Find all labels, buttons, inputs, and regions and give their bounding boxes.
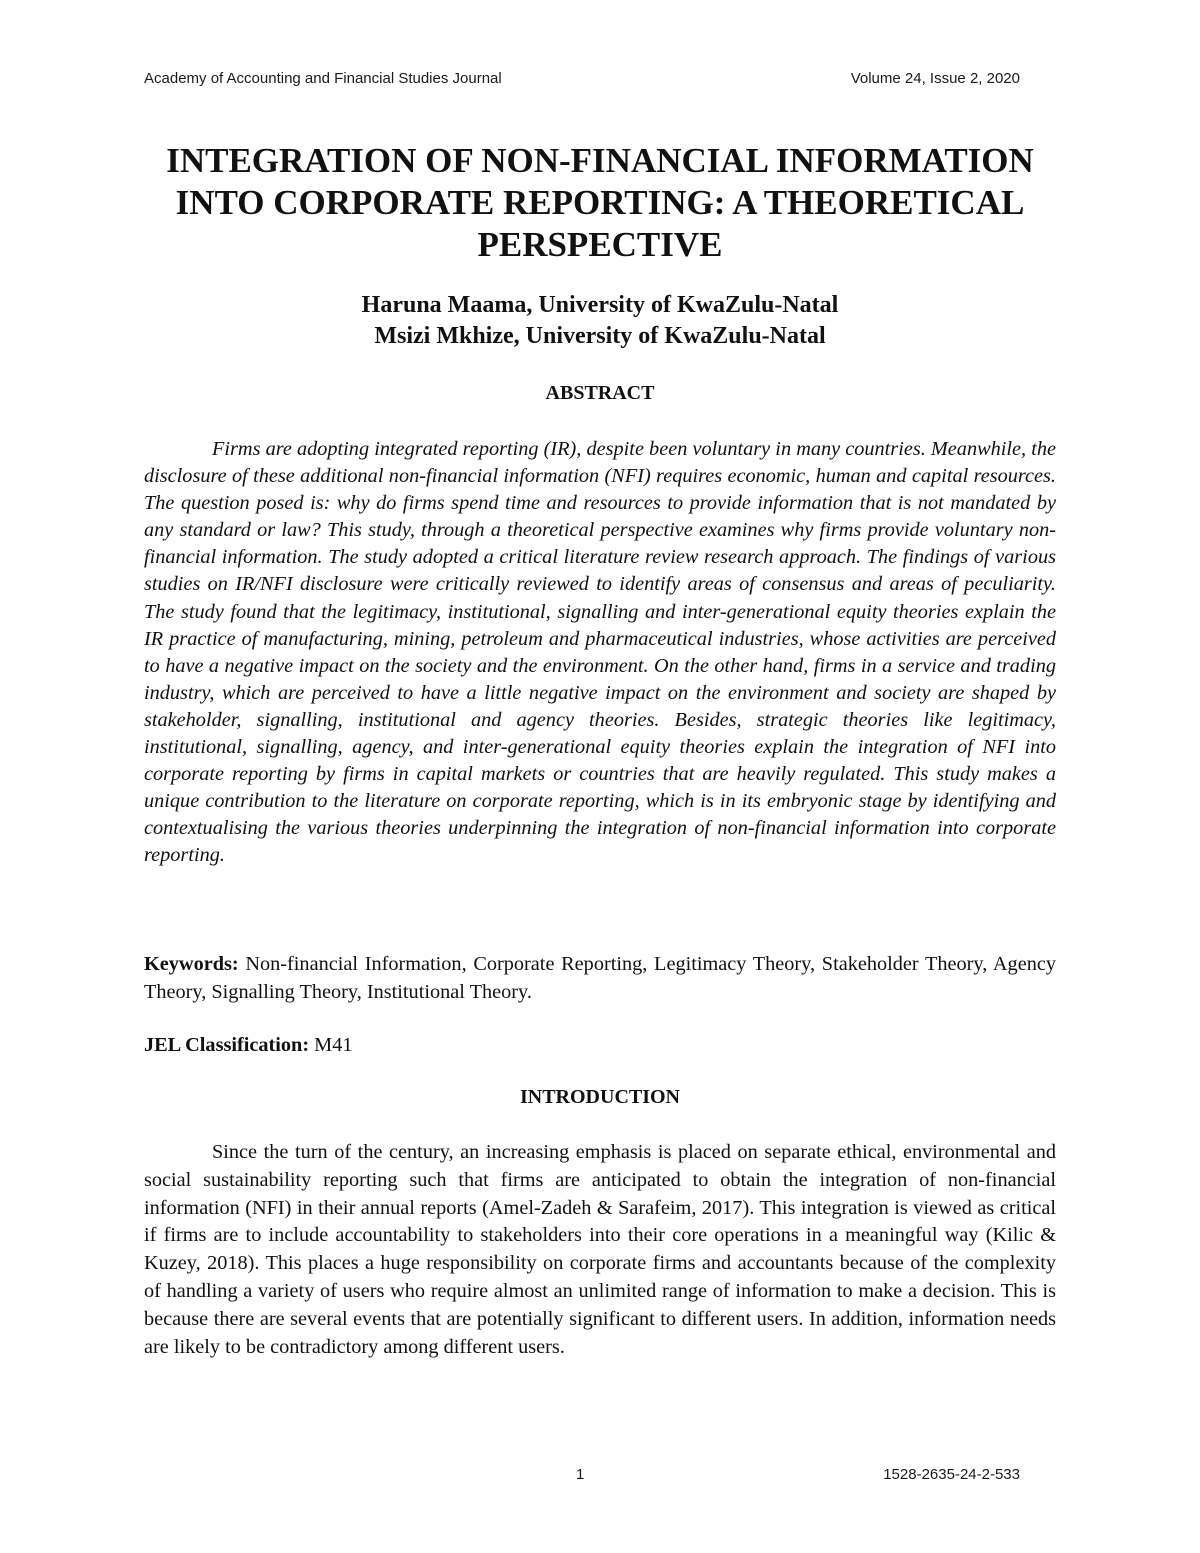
jel-classification [144,1031,1056,1059]
keywords-text: Non-financial Information, Corporate Reporting, Legitimacy Theory, Stakeholder Theory, Agency Theory, Signalling Theory, Institutional Theory. [144,953,1056,1003]
author-line: Msizi Mkhize, University of KwaZulu-Natal [374,323,826,349]
introduction-heading: INTRODUCTION [519,1086,681,1108]
document-id: 1528-2635-24-2-533 [883,1466,1020,1483]
author-list [144,290,1056,352]
running-header [144,70,1020,87]
title-line: PERSPECTIVE [477,225,723,264]
paper-title [144,140,1056,266]
author-line: Haruna Maama, University of KwaZulu-Natal [361,292,839,318]
introduction-text: Since the turn of the century, an increasing emphasis is placed on separate ethical, environmental and social sustainability reporting such that firms are anticipated to obtain the integration of non-financial information (NFI) in their annual reports (Amel-Zadeh & Sarafeim, 2017). This integration is viewed as critical if firms are to include accountability to stakeholders into their core operations in a meaningful way (Kilic & Kuzey, 2018). This places a huge responsibility on corporate firms and accountants because of the complexity of handling a variety of users who require almost an unlimited range of information to make a decision. This is because there are several events that are potentially significant to different users. In addition, information needs are likely to be contradictory among different users. [144,1141,1056,1358]
jel-code: M41 [309,1034,353,1056]
page-number: 1 [576,1466,585,1483]
jel-label: JEL Classification: [144,1034,310,1056]
running-footer [144,1466,1020,1486]
journal-name: Academy of Accounting and Financial Studies Journal [144,70,502,87]
abstract-text: Firms are adopting integrated reporting (IR), despite been voluntary in many countries. Meanwhile, the disclosure of these additional non-financial information (NFI) requires economic, human and capital resources. The question posed is: why do firms spend time and resources to provide information that is not mandated by any standard or law? This study, through a theoretical perspective examines why firms provide voluntary non-financial information. The study adopted a critical literature review research approach. The findings of various studies on IR/NFI disclosure were critically reviewed to identify areas of consensus and areas of peculiarity. The study found that the legitimacy, institutional, signalling and inter-generational equity theories explain the IR practice of manufacturing, mining, petroleum and pharmaceutical industries, whose activities are perceived to have a negative impact on the society and the environment. On the other hand, firms in a service and trading industry, which are perceived to have a little negative impact on the environment and society are shaped by stakeholder, signalling, institutional and agency theories. Besides, strategic theories like legitimacy, institutional, signalling, agency, and inter-generational equity theories explain the integration of NFI into corporate reporting by firms in capital markets or countries that are heavily regulated. This study makes a unique contribution to the literature on corporate reporting, which is in its embryonic stage by identifying and contextualising the various theories underpinning the integration of non-financial information into corporate reporting. [144,438,1056,867]
abstract-heading: ABSTRACT [545,382,655,404]
title-line: INTEGRATION OF NON-FINANCIAL INFORMATION [166,141,1034,180]
volume-issue: Volume 24, Issue 2, 2020 [850,70,1020,87]
keywords-label: Keywords: [144,953,239,975]
title-line: INTO CORPORATE REPORTING: A THEORETICAL [175,183,1025,222]
keywords-paragraph [144,950,1056,1006]
